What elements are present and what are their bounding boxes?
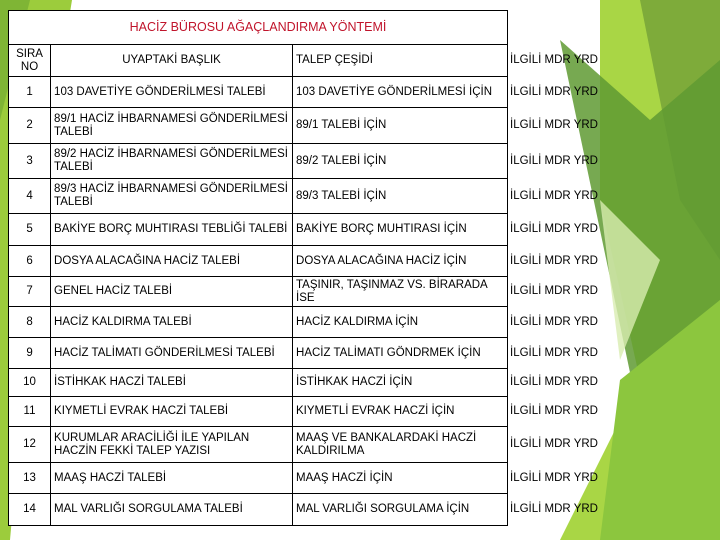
table-row: [9, 246, 599, 277]
header-uyaptaki-baslik: UYAPTAKİ BAŞLIK: [51, 45, 293, 77]
row-number: 11: [9, 397, 51, 427]
row-baslik: DOSYA ALACAĞINA HACİZ TALEBİ: [51, 246, 293, 277]
haciz-table: [8, 10, 599, 526]
row-baslik: HACİZ KALDIRMA TALEBİ: [51, 307, 293, 338]
row-talep-cesidi: KIYMETLİ EVRAK HACZİ İÇİN: [293, 397, 508, 427]
row-ilgili-mdr: İLGİLİ MDR YRD: [510, 405, 598, 417]
row-number: 1: [9, 77, 51, 108]
table-row: [9, 277, 599, 307]
row-number: 3: [9, 144, 51, 179]
row-talep-cesidi: 89/3 TALEBİ İÇİN: [293, 179, 508, 214]
row-number: 13: [9, 463, 51, 494]
header-talep-cesidi: TALEP ÇEŞİDİ: [293, 45, 508, 77]
row-baslik: KIYMETLİ EVRAK HACZİ TALEBİ: [51, 397, 293, 427]
row-number: 14: [9, 494, 51, 526]
row-talep-cesidi: 89/2 TALEBİ İÇİN: [293, 144, 508, 179]
table-row: [9, 144, 599, 179]
table-row: [9, 214, 599, 246]
table-title: HACİZ BÜROSU AĞAÇLANDIRMA YÖNTEMİ: [9, 11, 508, 45]
table-row: [9, 494, 599, 526]
row-talep-cesidi: MAAŞ HACZİ İÇİN: [293, 463, 508, 494]
table-row: [9, 307, 599, 338]
table-row: [9, 108, 599, 144]
table-row: [9, 179, 599, 214]
row-talep-cesidi: BAKİYE BORÇ MUHTIRASI İÇİN: [293, 214, 508, 246]
row-number: 8: [9, 307, 51, 338]
row-baslik: HACİZ TALİMATI GÖNDERİLMESİ TALEBİ: [51, 338, 293, 369]
row-number: 2: [9, 108, 51, 144]
row-baslik: İSTİHKAK HACZİ TALEBİ: [51, 369, 293, 397]
row-ilgili-mdr: İLGİLİ MDR YRD: [510, 503, 598, 515]
header-ilgili-mdr: İLGİLİ MDR YRD: [510, 54, 598, 66]
row-talep-cesidi: HACİZ TALİMATI GÖNDRMEK İÇİN: [293, 338, 508, 369]
row-talep-cesidi: DOSYA ALACAĞINA HACİZ İÇİN: [293, 246, 508, 277]
row-number: 6: [9, 246, 51, 277]
row-talep-cesidi: 89/1 TALEBİ İÇİN: [293, 108, 508, 144]
row-number: 7: [9, 277, 51, 307]
table-row: [9, 463, 599, 494]
row-baslik: 89/2 HACİZ İHBARNAMESİ GÖNDERİLMESİ TALEBİ: [51, 144, 293, 179]
table-row: [9, 369, 599, 397]
row-number: 10: [9, 369, 51, 397]
row-talep-cesidi: 103 DAVETİYE GÖNDERİLMESİ İÇİN: [293, 77, 508, 108]
row-ilgili-mdr: İLGİLİ MDR YRD: [510, 346, 598, 359]
table-row: [9, 77, 599, 108]
row-baslik: GENEL HACİZ TALEBİ: [51, 277, 293, 307]
row-baslik: 103 DAVETİYE GÖNDERİLMESİ TALEBİ: [51, 77, 293, 108]
table-row: [9, 427, 599, 463]
row-ilgili-mdr: İLGİLİ MDR YRD: [510, 119, 598, 131]
row-ilgili-mdr: İLGİLİ MDR YRD: [510, 85, 598, 98]
row-number: 4: [9, 179, 51, 214]
row-ilgili-mdr: İLGİLİ MDR YRD: [510, 223, 598, 235]
row-ilgili-mdr: İLGİLİ MDR YRD: [510, 285, 598, 297]
row-ilgili-mdr: İLGİLİ MDR YRD: [510, 471, 598, 484]
row-ilgili-mdr: İLGİLİ MDR YRD: [510, 438, 598, 450]
table-row: [9, 338, 599, 369]
row-baslik: MAL VARLIĞI SORGULAMA TALEBİ: [51, 494, 293, 526]
header-sira-no: SIRA NO: [9, 45, 51, 77]
row-ilgili-mdr: İLGİLİ MDR YRD: [510, 154, 598, 167]
row-talep-cesidi: TAŞINIR, TAŞINMAZ VS. BİRARADA İSE: [293, 277, 508, 307]
row-ilgili-mdr: İLGİLİ MDR YRD: [510, 189, 598, 202]
row-talep-cesidi: MAAŞ VE BANKALARDAKİ HACZİ KALDIRILMA: [293, 427, 508, 463]
table-row: [9, 397, 599, 427]
row-number: 9: [9, 338, 51, 369]
row-talep-cesidi: İSTİHKAK HACZİ İÇİN: [293, 369, 508, 397]
row-number: 5: [9, 214, 51, 246]
row-ilgili-mdr: İLGİLİ MDR YRD: [510, 254, 598, 267]
row-baslik: 89/1 HACİZ İHBARNAMESİ GÖNDERİLMESİ TALEBİ: [51, 108, 293, 144]
row-baslik: 89/3 HACİZ İHBARNAMESİ GÖNDERİLMESİ TALEBİ: [51, 179, 293, 214]
row-talep-cesidi: HACİZ KALDIRMA İÇİN: [293, 307, 508, 338]
row-ilgili-mdr: İLGİLİ MDR YRD: [510, 376, 598, 388]
row-number: 12: [9, 427, 51, 463]
row-baslik: MAAŞ HACZİ TALEBİ: [51, 463, 293, 494]
row-baslik: BAKİYE BORÇ MUHTIRASI TEBLİĞİ TALEBİ: [51, 214, 293, 246]
row-talep-cesidi: MAL VARLIĞI SORGULAMA İÇİN: [293, 494, 508, 526]
row-ilgili-mdr: İLGİLİ MDR YRD: [510, 315, 598, 328]
row-baslik: KURUMLAR ARACİLİĞİ İLE YAPILAN HACZİN FEKKİ TALEP YAZISI: [51, 427, 293, 463]
